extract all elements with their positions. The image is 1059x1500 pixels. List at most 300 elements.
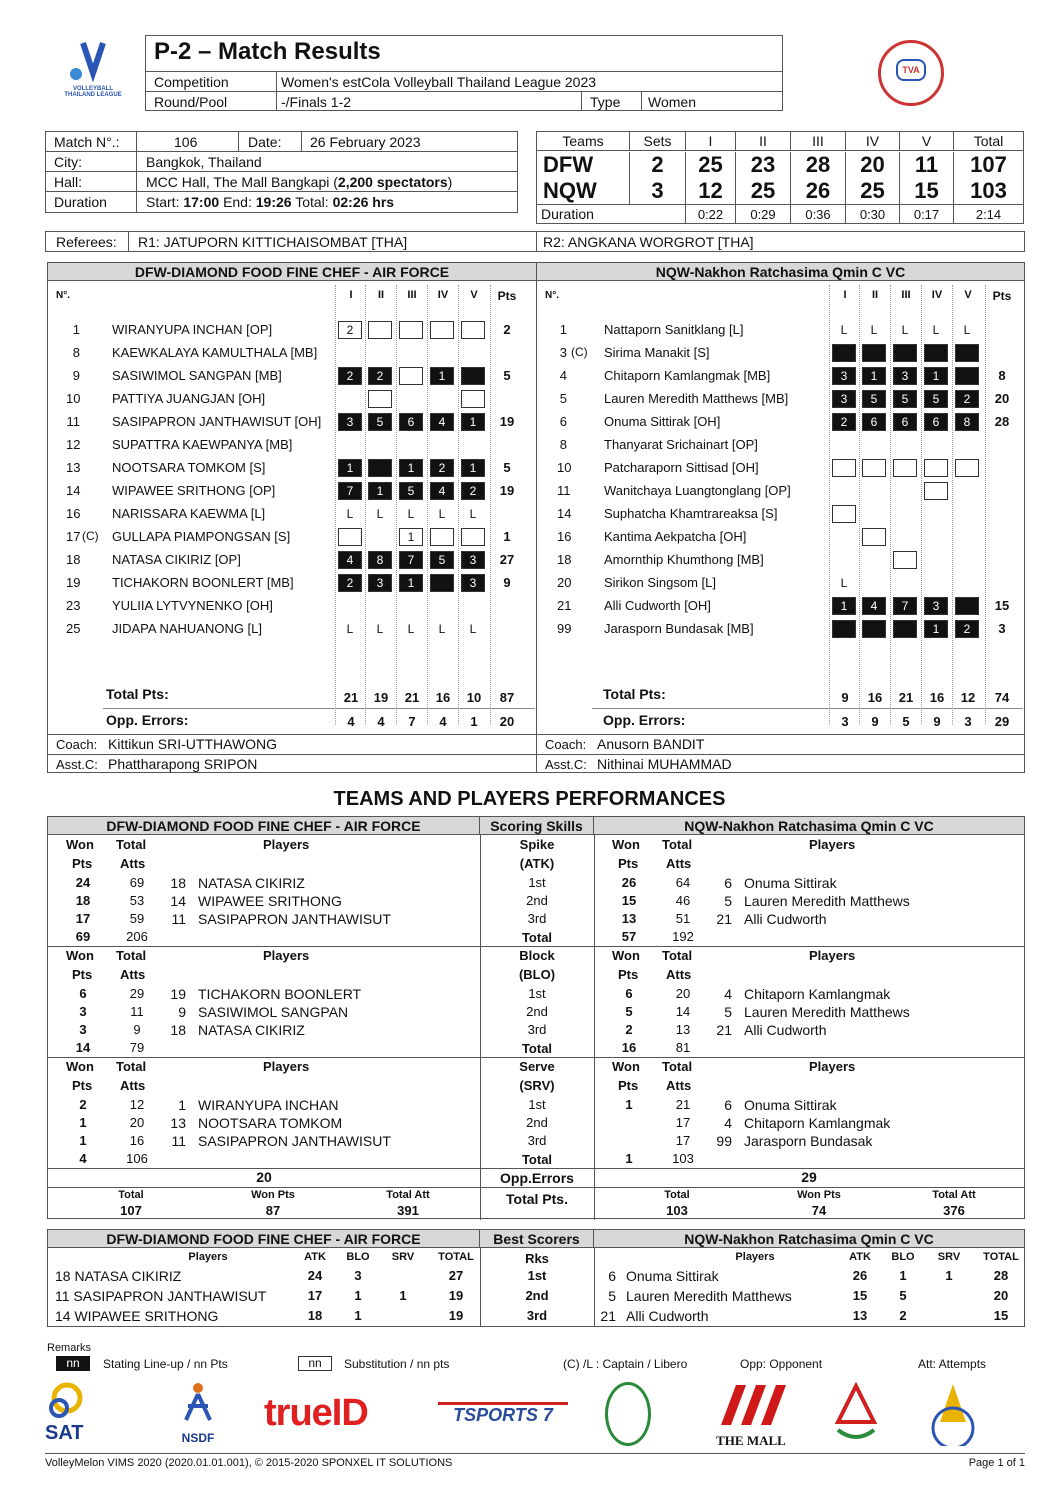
set-cell: 4 <box>430 482 454 500</box>
player-name: NOOTSARA TOMKOM <box>198 1115 343 1131</box>
player-pts: 19 <box>499 414 515 429</box>
total-atts: 20 <box>675 986 691 1001</box>
emblem-logo-3 <box>918 1382 988 1446</box>
player-number: 14 <box>170 893 186 909</box>
set-cell: 2 <box>955 390 979 408</box>
set-cell: 2 <box>832 413 856 431</box>
best-rank: 2nd <box>525 1288 549 1303</box>
asst-name: Phattharapong SRIPON <box>108 756 258 772</box>
set-cell <box>924 528 948 546</box>
asst-label: Asst.C: <box>545 757 587 772</box>
no-header: N°. <box>56 290 70 301</box>
row-divider <box>592 708 1023 709</box>
set-total-pts: 16 <box>929 690 945 705</box>
won-pts: 3 <box>79 1022 87 1037</box>
captain-mark: (C) <box>82 529 99 543</box>
asst-name: Nithinai MUHAMMAD <box>597 756 732 772</box>
the-mall-logo: THE MALL <box>708 1380 794 1450</box>
set-cell <box>832 459 856 477</box>
set-cell: 1 <box>368 482 392 500</box>
set-cell <box>862 344 886 362</box>
players-header: Players <box>809 948 856 963</box>
set-cell: L <box>469 622 477 636</box>
set-cell <box>893 344 917 362</box>
total-pts-label: Total Pts: <box>603 686 666 702</box>
opp-legend: Opp: Opponent <box>740 1357 823 1371</box>
type-value: Women <box>648 94 696 110</box>
set-cell <box>430 597 454 615</box>
won-header: Won <box>612 948 640 963</box>
totals-header: Won Pts <box>251 1189 295 1201</box>
set-cell: 3 <box>924 597 948 615</box>
col-divider <box>594 1248 595 1326</box>
set-cell: L <box>376 507 384 521</box>
set-opp-errors: 9 <box>871 714 879 729</box>
total-atts: 13 <box>675 1022 691 1037</box>
player-number: 99 <box>716 1133 732 1149</box>
set-cell <box>399 390 423 408</box>
player-number: 16 <box>557 529 572 544</box>
player-number: 16 <box>66 506 81 521</box>
player-number: 20 <box>557 575 572 590</box>
skill-abbr: (SRV) <box>519 1078 555 1093</box>
set-cell <box>461 344 485 362</box>
sub-legend-box: nn <box>298 1356 332 1371</box>
player-name: SASIPAPRON JANTHAWISUT <box>198 911 391 927</box>
federation-logo-text: TVA <box>896 59 926 81</box>
page-title: P-2 – Match Results <box>154 38 381 65</box>
captain-mark: (C) <box>571 345 588 359</box>
player-name: TICHAKORN BOONLERT [MB] <box>112 575 294 590</box>
set-cell: 1 <box>461 413 485 431</box>
best-player: Onuma Sittirak <box>626 1268 719 1284</box>
totals-value: 391 <box>397 1203 419 1218</box>
opp-errors-sum: 20 <box>499 714 515 729</box>
type-label: Type <box>590 94 621 110</box>
set-cell: 7 <box>893 597 917 615</box>
pts-header: Pts <box>992 289 1012 303</box>
score-value: 25 <box>735 178 790 204</box>
player-number: 11 <box>171 1133 186 1149</box>
pts-header: Pts <box>618 1078 639 1093</box>
won-header: Won <box>66 837 94 852</box>
player-name: GULLAPA PIAMPONGSAN [S] <box>112 529 291 544</box>
won-pts: 2 <box>79 1097 87 1112</box>
set-cell <box>955 597 979 615</box>
set-cell <box>924 436 948 454</box>
set-cell <box>832 528 856 546</box>
sponsor-bar <box>40 1380 1030 1452</box>
player-name: WIPAWEE SRITHONG [OP] <box>112 483 276 498</box>
player-name: Sirikon Singsom [L] <box>604 575 716 590</box>
col-divider <box>427 285 428 725</box>
player-number: 5 <box>724 893 732 909</box>
set-cell: 1 <box>399 528 423 546</box>
skill-abbr: (ATK) <box>519 856 555 871</box>
score-value: 23 <box>735 152 790 178</box>
totals-header: Won Pts <box>797 1189 841 1201</box>
score-table <box>536 131 1024 224</box>
best-stat: 13 <box>852 1308 868 1323</box>
best-col-header: BLO <box>891 1251 915 1263</box>
set-cell <box>338 528 362 546</box>
best-player: Alli Cudworth <box>626 1308 709 1324</box>
total-atts: 11 <box>130 1004 144 1019</box>
best-col-header: Players <box>188 1251 228 1263</box>
player-pts: 20 <box>994 391 1010 406</box>
total-atts: 9 <box>133 1022 141 1037</box>
set-cell: L <box>963 323 971 337</box>
player-name: WIPAWEE SRITHONG <box>198 893 342 909</box>
won-pts: 13 <box>621 911 637 926</box>
player-number: 8 <box>559 437 567 452</box>
player-number: 25 <box>66 621 81 636</box>
player-number: 6 <box>559 414 567 429</box>
remarks-label: Remarks <box>47 1342 92 1354</box>
player-number: 1 <box>559 322 567 337</box>
player-name: NARISSARA KAEWMA [L] <box>112 506 266 521</box>
best-player-number: 5 <box>608 1288 616 1304</box>
total-pts-sum: 87 <box>499 690 515 705</box>
asst-label: Asst.C: <box>56 757 98 772</box>
perf-title: TEAMS AND PLAYERS PERFORMANCES <box>333 788 726 810</box>
league-logo-text: VOLLEYBALL THAILAND LEAGUE <box>64 86 122 98</box>
player-name: Lauren Meredith Matthews <box>744 893 910 909</box>
totals-value: 74 <box>811 1203 827 1218</box>
sub-legend: Substitution / nn pts <box>344 1357 450 1371</box>
rank-label: 2nd <box>526 893 548 908</box>
player-number: 11 <box>66 414 80 429</box>
competition-label: Competition <box>154 74 229 90</box>
total-pts-label: Total Pts. <box>506 1191 568 1207</box>
total-header: Total <box>662 1059 693 1074</box>
set-cell: L <box>376 622 384 636</box>
set-total-pts: 21 <box>898 690 914 705</box>
total-atts: 53 <box>129 893 145 908</box>
set-cell: 3 <box>893 367 917 385</box>
skill-name: Block <box>519 948 555 963</box>
score-value: 28 <box>790 152 845 178</box>
best-stat: 1 <box>899 1268 907 1283</box>
best-scorers-label: Best Scorers <box>480 1230 594 1248</box>
atts-header: Atts <box>666 1078 692 1093</box>
player-name: Alli Cudworth [OH] <box>604 598 711 613</box>
total-atts: 51 <box>675 911 691 926</box>
set-cell <box>368 459 392 477</box>
best-stat: 15 <box>852 1288 868 1303</box>
set-cell <box>955 505 979 523</box>
footer-left: VolleyMelon VIMS 2020 (2020.01.01.001), © 2015-2020 SPONXEL IT SOLUTIONS <box>45 1457 453 1469</box>
score-header-cell: V <box>899 132 953 151</box>
skill-total-label: Total <box>521 1041 553 1056</box>
player-number: 21 <box>557 598 572 613</box>
col-divider <box>921 285 922 725</box>
col-divider <box>829 285 830 725</box>
score-value: 2 <box>629 152 685 178</box>
totals-value: 103 <box>666 1203 688 1218</box>
set-cell <box>461 597 485 615</box>
set-cell <box>862 620 886 638</box>
col-divider <box>985 285 986 725</box>
set-cell: 1 <box>399 459 423 477</box>
set-cell <box>924 459 948 477</box>
best-col-header: ATK <box>849 1251 871 1263</box>
starting-legend: Stating Line-up / nn Pts <box>103 1357 228 1371</box>
player-number: 10 <box>557 460 572 475</box>
player-number: 10 <box>66 391 81 406</box>
set-cell <box>862 459 886 477</box>
nsdf-logo: NSDF <box>168 1380 228 1448</box>
skill-name: Serve <box>519 1059 555 1074</box>
players-header: Players <box>263 948 310 963</box>
score-team: DFW <box>543 152 594 177</box>
best-stat: 1 <box>354 1308 362 1323</box>
match-no: 106 <box>174 134 198 150</box>
referee-r1: R1: JATUPORN KITTICHAISOMBAT [THA] <box>138 234 408 250</box>
player-pts: 19 <box>499 483 515 498</box>
player-name: NATASA CIKIRIZ [OP] <box>112 552 241 567</box>
roster-team-a <box>47 262 537 773</box>
set-header: III <box>901 289 911 301</box>
set-cell: L <box>901 323 909 337</box>
player-number: 99 <box>557 621 572 636</box>
set-total-pts: 19 <box>373 690 389 705</box>
set-cell: L <box>469 507 477 521</box>
date-value: 26 February 2023 <box>310 134 421 150</box>
score-header-cell: Total <box>953 132 1023 151</box>
player-number: 8 <box>72 345 80 360</box>
player-number: 3 <box>559 345 567 360</box>
player-number: 18 <box>170 1022 186 1038</box>
referees <box>45 231 1025 252</box>
won-pts: 6 <box>79 986 87 1001</box>
player-name: Nattaporn Sanitklang [L] <box>604 322 744 337</box>
score-header-cell: II <box>735 132 790 151</box>
totals-value: 107 <box>120 1203 142 1218</box>
total-atts: 14 <box>675 1004 691 1019</box>
won-pts: 24 <box>75 875 91 890</box>
set-cell <box>862 482 886 500</box>
total-atts: 46 <box>675 893 691 908</box>
player-pts: 27 <box>499 552 515 567</box>
col-divider <box>890 285 891 725</box>
score-header-cell: I <box>685 132 735 151</box>
row-divider <box>537 754 1024 755</box>
set-cell: 5 <box>924 390 948 408</box>
set-opp-errors: 3 <box>841 714 849 729</box>
skill-total-won: 1 <box>625 1151 633 1166</box>
rank-label: 3rd <box>527 1133 547 1148</box>
pts-header: Pts <box>497 289 517 303</box>
won-pts: 1 <box>79 1133 87 1148</box>
best-player: 18 NATASA CIKIRIZ <box>55 1268 182 1284</box>
set-cell: 5 <box>430 551 454 569</box>
player-name: Sirima Manakit [S] <box>604 345 710 360</box>
set-cell <box>368 436 392 454</box>
opp-errors-label: Opp.Errors <box>500 1170 574 1186</box>
set-cell <box>368 390 392 408</box>
set-cell: 8 <box>955 413 979 431</box>
set-cell <box>893 459 917 477</box>
rks-label: Rks <box>525 1251 549 1266</box>
totals-header: Total <box>664 1189 690 1201</box>
coach-label: Coach: <box>56 737 98 752</box>
set-cell: 8 <box>368 551 392 569</box>
set-cell <box>430 390 454 408</box>
duration-label: Duration <box>54 194 107 210</box>
remarks <box>47 1342 1025 1372</box>
player-name: NATASA CIKIRIZ <box>198 1022 305 1038</box>
att-legend: Att: Attempts <box>918 1357 987 1371</box>
skill-total-won: 16 <box>621 1040 637 1055</box>
won-header: Won <box>66 1059 94 1074</box>
player-number: 4 <box>724 986 732 1002</box>
won-pts: 1 <box>625 1097 633 1112</box>
player-name: Chitaporn Kamlangmak <box>744 986 891 1002</box>
best-stat: 3 <box>354 1268 362 1283</box>
player-name: Onuma Sittirak <box>744 875 837 891</box>
total-atts: 17 <box>675 1133 691 1148</box>
set-opp-errors: 3 <box>964 714 972 729</box>
set-total-pts: 21 <box>343 690 359 705</box>
round-value: -/Finals 1-2 <box>281 94 352 110</box>
set-cell <box>893 505 917 523</box>
player-number: 18 <box>557 552 572 567</box>
totals-header: Total Att <box>386 1189 430 1201</box>
city-label: City: <box>54 154 82 170</box>
player-name: TICHAKORN BOONLERT <box>198 986 362 1002</box>
set-opp-errors: 9 <box>933 714 941 729</box>
best-stat: 18 <box>307 1308 323 1323</box>
set-cell: 6 <box>893 413 917 431</box>
skill-name: Spike <box>519 837 555 852</box>
score-team: NQW <box>543 178 597 203</box>
set-cell: 7 <box>399 551 423 569</box>
set-cell: 1 <box>461 459 485 477</box>
set-opp-errors: 1 <box>470 714 478 729</box>
perf-team-b-name: NQW-Nakhon Ratchasima Qmin C VC <box>594 817 1024 835</box>
skill-total-atts: 206 <box>126 929 148 944</box>
row-divider <box>48 1187 1024 1188</box>
set-cell: 1 <box>862 367 886 385</box>
duration-value: Start: 17:00 End: 19:26 Total: 02:26 hrs <box>146 194 395 210</box>
set-total-pts: 9 <box>841 690 849 705</box>
round-label: Round/Pool <box>154 94 228 110</box>
total-atts: 59 <box>129 911 145 926</box>
set-header: I <box>843 289 847 301</box>
pts-header: Pts <box>72 967 93 982</box>
opp-errors-b: 29 <box>801 1169 817 1185</box>
starting-legend-box: nn <box>56 1356 90 1371</box>
skill-total-won: 57 <box>621 929 637 944</box>
best-player: 11 SASIPAPRON JANTHAWISUT <box>55 1288 267 1304</box>
set-cell: 7 <box>338 482 362 500</box>
best-stat: 26 <box>852 1268 868 1283</box>
opp-errors-label: Opp. Errors: <box>106 712 189 728</box>
set-cell <box>955 482 979 500</box>
player-number: 4 <box>559 368 567 383</box>
total-header: Total <box>662 837 693 852</box>
totals-header: Total <box>118 1189 144 1201</box>
players-header: Players <box>809 1059 856 1074</box>
col-divider <box>859 285 860 725</box>
total-pts-label: Total Pts: <box>106 686 169 702</box>
atts-header: Atts <box>120 1078 146 1093</box>
row-divider <box>537 734 1024 735</box>
skill-total-label: Total <box>521 1152 553 1167</box>
col-divider <box>335 285 336 725</box>
set-cell: 6 <box>862 413 886 431</box>
best-stat: 19 <box>448 1308 464 1323</box>
set-cell <box>955 459 979 477</box>
player-name: WIRANYUPA INCHAN <box>198 1097 339 1113</box>
won-pts: 6 <box>625 986 633 1001</box>
set-cell <box>924 574 948 592</box>
set-cell: 3 <box>832 390 856 408</box>
set-total-pts: 16 <box>435 690 451 705</box>
player-number: 21 <box>716 1022 732 1038</box>
best-col-header: SRV <box>937 1251 961 1263</box>
set-header: II <box>871 289 879 301</box>
player-number: 1 <box>178 1097 186 1113</box>
set-cell <box>399 321 423 339</box>
hall-value: MCC Hall, The Mall Bangkapi (2,200 spectators) <box>146 174 453 190</box>
set-cell: 2 <box>461 482 485 500</box>
set-cell: L <box>346 622 354 636</box>
score-header-cell: IV <box>845 132 899 151</box>
col-divider <box>594 835 595 1220</box>
set-cell <box>430 528 454 546</box>
pts-header: Pts <box>72 856 93 871</box>
set-cell: 5 <box>862 390 886 408</box>
set-cell <box>955 436 979 454</box>
score-value: 25 <box>685 152 735 178</box>
pts-header: Pts <box>618 856 639 871</box>
skill-abbr: (BLO) <box>518 967 556 982</box>
set-cell <box>862 551 886 569</box>
best-col-header: TOTAL <box>438 1251 474 1263</box>
won-pts: 3 <box>79 1004 87 1019</box>
player-number: 21 <box>716 911 732 927</box>
score-value: 25 <box>845 178 899 204</box>
player-name: SASIPAPRON JANTHAWISUT <box>198 1133 391 1149</box>
won-pts: 5 <box>625 1004 633 1019</box>
set-cell <box>430 321 454 339</box>
set-cell: 3 <box>338 413 362 431</box>
set-cell <box>399 597 423 615</box>
total-atts: 64 <box>675 875 691 890</box>
scoring-skills-label: Scoring Skills <box>480 817 594 835</box>
score-header-cell: III <box>790 132 845 151</box>
set-cell: 6 <box>399 413 423 431</box>
rank-label: 3rd <box>527 1022 547 1037</box>
set-cell <box>955 551 979 569</box>
emblem-logo-1 <box>605 1382 651 1446</box>
player-number: 6 <box>724 875 732 891</box>
player-name: Chitaporn Kamlangmak [MB] <box>604 368 771 383</box>
total-pts-sum: 74 <box>994 690 1010 705</box>
player-number: 14 <box>557 506 572 521</box>
set-cell: L <box>438 507 446 521</box>
date-label: Date: <box>248 134 282 150</box>
rank-label: 1st <box>528 986 546 1001</box>
set-header: III <box>407 289 417 301</box>
set-cell: 2 <box>338 367 362 385</box>
set-cell: L <box>438 622 446 636</box>
set-total-pts: 16 <box>867 690 883 705</box>
set-cell: 5 <box>399 482 423 500</box>
skill-total-atts: 81 <box>675 1040 691 1055</box>
